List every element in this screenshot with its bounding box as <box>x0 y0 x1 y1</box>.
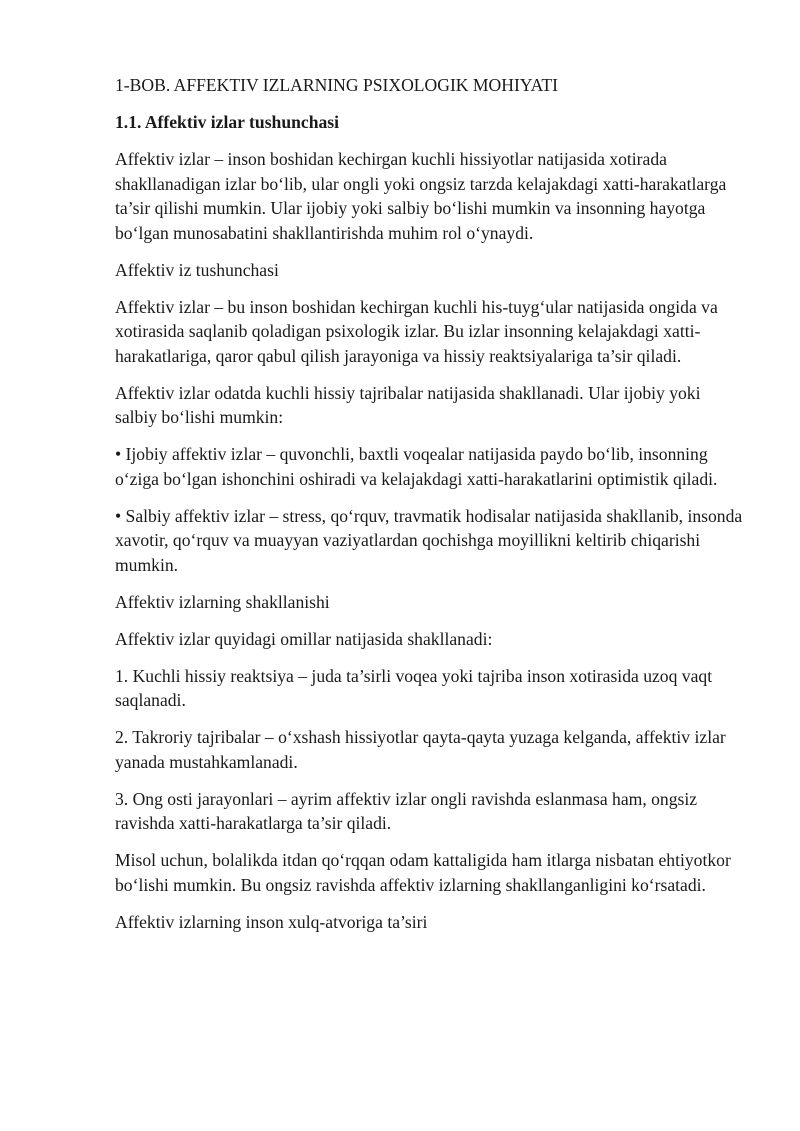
subheading-concept: Affektiv iz tushunchasi <box>115 259 279 280</box>
list-item-3: 3. Ong osti jarayonlari – ayrim affektiv izlar ongli ravishda eslanmasa ham, ongsiz ravishda xatti-harakatlarga ta’sir qiladi. <box>115 788 698 833</box>
list-item-1: 1. Kuchli hissiy reaktsiya – juda ta’sirli voqea yoki tajriba inson xotirasida uzoq vaqt saqlanadi. <box>115 665 713 710</box>
bullet-negative: • Salbiy affektiv izlar – stress, qo‘rquv, travmatik hodisalar natijasida shakllanib, insonda xavotir, qo‘rquv va muayyan vaziyatlardan qochishga moyillikni keltirib chiqarishi mumkin. <box>115 505 743 575</box>
paragraph-formation-intro: Affektiv izlar odatda kuchli hissiy tajribalar natijasida shakllanadi. Ular ijobiy yoki salbiy bo‘lishi mumkin: <box>115 382 701 427</box>
chapter-title: 1-BOB. AFFEKTIV IZLARNING PSIXOLOGIK MOHIYATI <box>115 75 558 95</box>
paragraph-definition: Affektiv izlar – inson boshidan kechirgan kuchli hissiyotlar natijasida xotirada shakllanadigan izlar bo‘lib, ular ongli yoki ongsiz tarzda kelajakdagi xatti-harakatlarga ta’sir qilishi mumkin. Ular ijobiy yoki salbiy bo‘lishi mumkin va insonning hayotga bo‘lgan munosabatini shakllantirishda muhim rol o‘ynaydi. <box>115 149 727 243</box>
subheading-formation: Affektiv izlarning shakllanishi <box>115 591 330 612</box>
paragraph-factors-intro: Affektiv izlar quyidagi omillar natijasida shakllanadi: <box>115 628 493 649</box>
paragraph-concept: Affektiv izlar – bu inson boshidan kechirgan kuchli his-tuyg‘ular natijasida ongida va xotirasida saqlanib qoladigan psixologik izlar. Bu izlar insonning kelajakdagi xatti-harakatlariga, qaror qabul qilish jarayoniga va hissiy reaktsiyalariga ta’sir qiladi. <box>115 296 718 366</box>
list-item-2: 2. Takroriy tajribalar – o‘xshash hissiyotlar qayta-qayta yuzaga kelganda, affektiv izlar yanada mustahkamlanadi. <box>115 727 726 772</box>
paragraph-example: Misol uchun, bolalikda itdan qo‘rqqan odam kattaligida ham itlarga nisbatan ehtiyotkor bo‘lishi mumkin. Bu ongsiz ravishda affektiv izlarning shakllanganligini ko‘rsatadi. <box>115 850 731 895</box>
document-body <box>115 73 743 947</box>
bullet-positive: • Ijobiy affektiv izlar – quvonchli, baxtli voqealar natijasida paydo bo‘lib, insonning o‘ziga bo‘lgan ishonchini oshiradi va kelajakdagi xatti-harakatlarini optimistik qiladi. <box>115 444 718 489</box>
section-title: 1.1. Affektiv izlar tushunchasi <box>115 112 340 132</box>
subheading-behavior: Affektiv izlarning inson xulq-atvoriga ta’siri <box>115 911 428 932</box>
